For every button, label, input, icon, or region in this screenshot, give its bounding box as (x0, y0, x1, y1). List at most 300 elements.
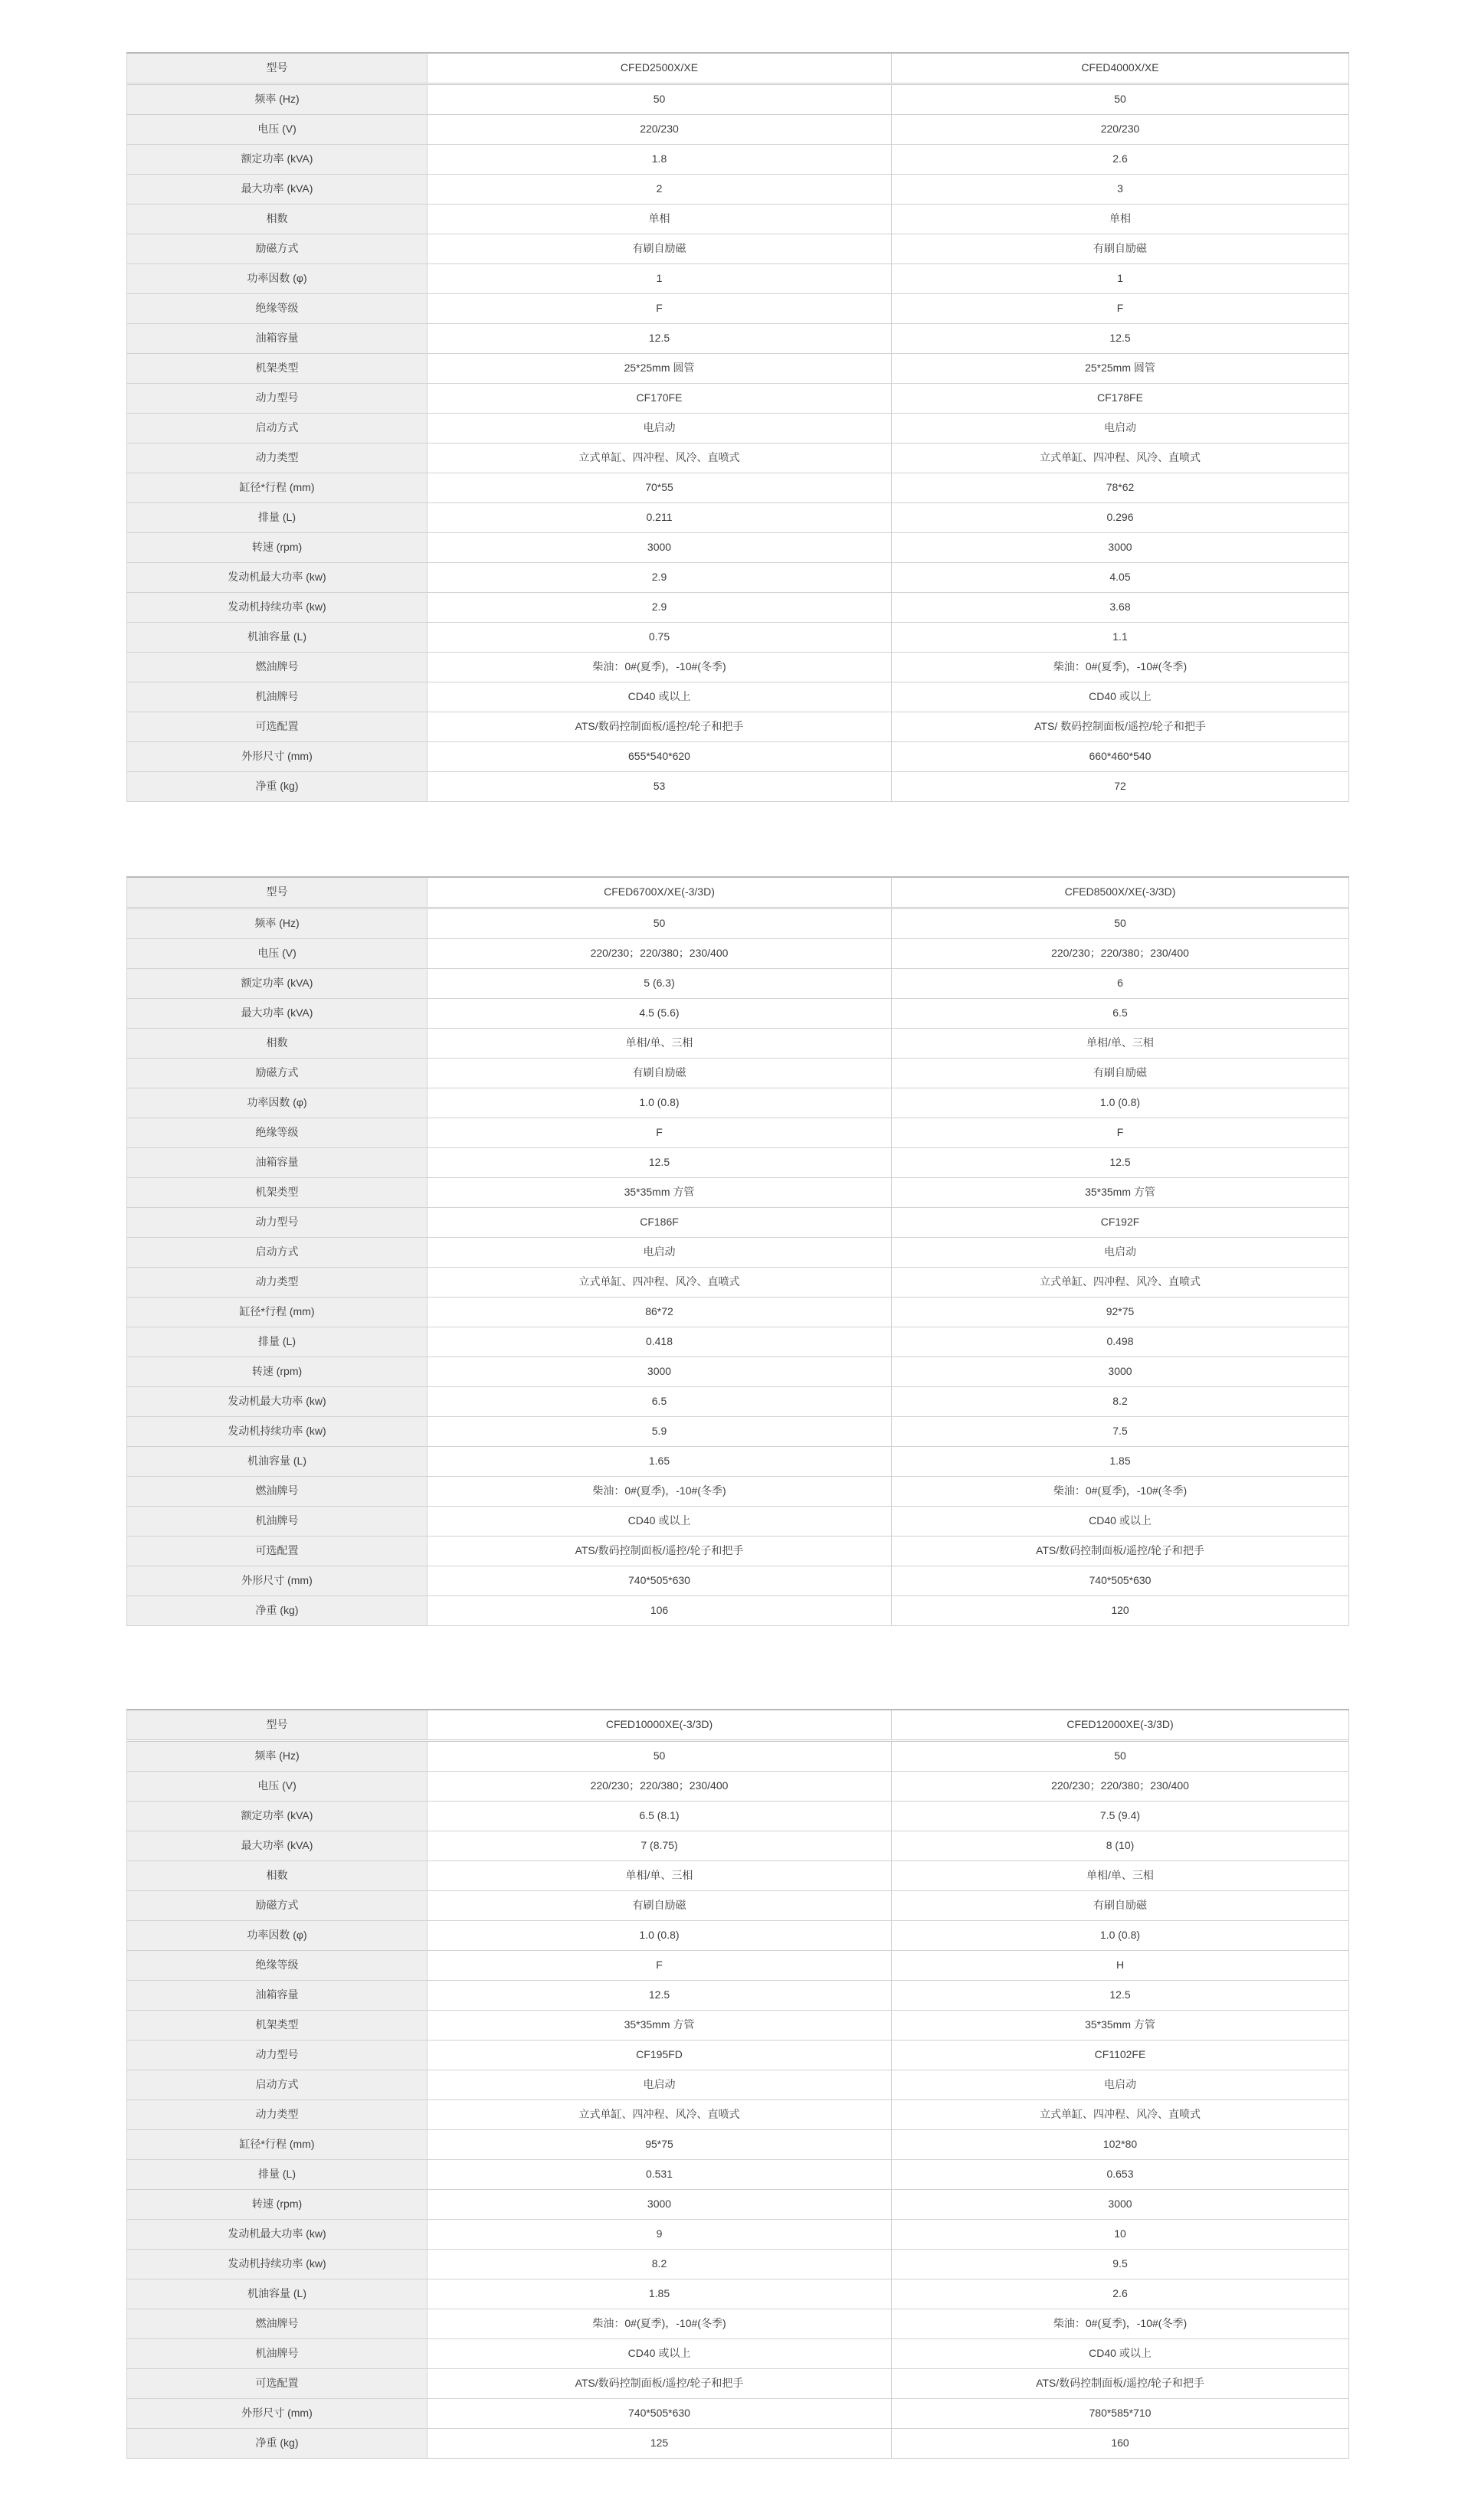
spec-value: 8.2 (428, 2250, 892, 2279)
tables-container (126, 52, 1348, 2459)
row-label: 最大功率 (kVA) (127, 999, 428, 1029)
row-label: 相数 (127, 205, 428, 234)
table-row (127, 623, 1349, 653)
spec-value: CD40 或以上 (892, 2339, 1349, 2369)
row-label: 型号 (127, 877, 428, 908)
spec-value: 12.5 (428, 1981, 892, 2011)
table-row (127, 999, 1349, 1029)
table-row (127, 1178, 1349, 1208)
row-label: 机油牌号 (127, 2339, 428, 2369)
spec-table (126, 876, 1349, 1626)
spec-value: 有刷自励磁 (892, 1059, 1349, 1088)
spec-value: 有刷自励磁 (892, 234, 1349, 264)
spec-value: 70*55 (428, 473, 892, 503)
spec-value: 单相/单、三相 (892, 1861, 1349, 1891)
spec-value: 1.85 (892, 1447, 1349, 1477)
row-label: 油箱容量 (127, 1148, 428, 1178)
table-row (127, 2399, 1349, 2429)
spec-value: 0.653 (892, 2160, 1349, 2190)
row-label: 启动方式 (127, 1238, 428, 1268)
table-row (127, 503, 1349, 533)
spec-value: CD40 或以上 (892, 1507, 1349, 1537)
spec-value: 2.6 (892, 145, 1349, 175)
row-label: 启动方式 (127, 2070, 428, 2100)
spec-value: CF192F (892, 1208, 1349, 1238)
row-label: 机油牌号 (127, 1507, 428, 1537)
spec-value: 53 (428, 772, 892, 802)
spec-value: ATS/数码控制面板/遥控/轮子和把手 (428, 2369, 892, 2399)
spec-value: 有刷自励磁 (428, 234, 892, 264)
spec-table (126, 52, 1349, 802)
spec-value: 25*25mm 圆管 (428, 354, 892, 384)
spec-value: CF178FE (892, 384, 1349, 414)
spec-value: 3000 (428, 533, 892, 563)
spec-value: 35*35mm 方管 (892, 2011, 1349, 2041)
spec-value: 0.498 (892, 1327, 1349, 1357)
table-row (127, 1537, 1349, 1566)
row-label: 频率 (Hz) (127, 84, 428, 115)
spec-value: 1.0 (0.8) (892, 1088, 1349, 1118)
row-label: 燃油牌号 (127, 653, 428, 682)
row-label: 绝缘等级 (127, 294, 428, 324)
table-row (127, 443, 1349, 473)
spec-value: 780*585*710 (892, 2399, 1349, 2429)
table-row (127, 473, 1349, 503)
table-row (127, 2309, 1349, 2339)
spec-value: 12.5 (428, 1148, 892, 1178)
spec-value: 50 (892, 1741, 1349, 1772)
spec-value: 220/230 (892, 115, 1349, 145)
table-row (127, 682, 1349, 712)
row-label: 电压 (V) (127, 939, 428, 969)
spec-value: F (892, 294, 1349, 324)
row-label: 机架类型 (127, 354, 428, 384)
table-row (127, 1477, 1349, 1507)
table-row (127, 1029, 1349, 1059)
spec-value: 5.9 (428, 1417, 892, 1447)
row-label: 油箱容量 (127, 324, 428, 354)
spec-value: 电启动 (428, 2070, 892, 2100)
spec-value: CF170FE (428, 384, 892, 414)
spec-value: 1.1 (892, 623, 1349, 653)
row-label: 功率因数 (φ) (127, 1921, 428, 1951)
spec-value: 单相/单、三相 (428, 1029, 892, 1059)
table-row (127, 1981, 1349, 2011)
spec-value: 1 (428, 264, 892, 294)
row-label: 动力类型 (127, 443, 428, 473)
table-row (127, 1268, 1349, 1298)
spec-value: 电启动 (892, 2070, 1349, 2100)
spec-value: 6.5 (428, 1387, 892, 1417)
spec-value: F (892, 1118, 1349, 1148)
table-row (127, 384, 1349, 414)
table-row (127, 593, 1349, 623)
row-label: 相数 (127, 1029, 428, 1059)
table-row (127, 2100, 1349, 2130)
row-label: 可选配置 (127, 1537, 428, 1566)
row-label: 电压 (V) (127, 115, 428, 145)
table-row (127, 1772, 1349, 1802)
spec-value: 0.211 (428, 503, 892, 533)
row-label: 外形尺寸 (mm) (127, 742, 428, 772)
spec-value: 立式单缸、四冲程、风冷、直喷式 (892, 2100, 1349, 2130)
spec-value: 9.5 (892, 2250, 1349, 2279)
spec-value: 有刷自励磁 (892, 1891, 1349, 1921)
table-row (127, 653, 1349, 682)
table-row (127, 1327, 1349, 1357)
row-label: 净重 (kg) (127, 772, 428, 802)
spec-value: 立式单缸、四冲程、风冷、直喷式 (428, 1268, 892, 1298)
row-label: 转速 (rpm) (127, 2190, 428, 2220)
table-row (127, 1148, 1349, 1178)
row-label: 动力型号 (127, 384, 428, 414)
row-label: 动力型号 (127, 2041, 428, 2070)
spec-value: 7 (8.75) (428, 1831, 892, 1861)
spec-value: 0.75 (428, 623, 892, 653)
spec-value: 6 (892, 969, 1349, 999)
spec-value: 电启动 (892, 1238, 1349, 1268)
spec-value: 160 (892, 2429, 1349, 2459)
spec-table (126, 1709, 1349, 2459)
spec-value: 柴油：0#(夏季)，-10#(冬季) (892, 1477, 1349, 1507)
spec-value: 1.0 (0.8) (428, 1921, 892, 1951)
spec-value: 12.5 (428, 324, 892, 354)
row-label: 绝缘等级 (127, 1951, 428, 1981)
spec-value: 5 (6.3) (428, 969, 892, 999)
row-label: 动力类型 (127, 1268, 428, 1298)
spec-value: 86*72 (428, 1298, 892, 1327)
spec-value: 3000 (892, 2190, 1349, 2220)
table-row (127, 1417, 1349, 1447)
row-label: 机油牌号 (127, 682, 428, 712)
spec-value: 单相 (892, 205, 1349, 234)
row-label: 最大功率 (kVA) (127, 1831, 428, 1861)
spec-value: 740*505*630 (428, 1566, 892, 1596)
spec-value: 6.5 (8.1) (428, 1802, 892, 1831)
table-header-row (127, 877, 1349, 908)
table-row (127, 1387, 1349, 1417)
table-row (127, 1566, 1349, 1596)
row-label: 机油容量 (L) (127, 623, 428, 653)
spec-value: 3.68 (892, 593, 1349, 623)
spec-value: 0.296 (892, 503, 1349, 533)
spec-value: 4.05 (892, 563, 1349, 593)
table-row (127, 264, 1349, 294)
spec-value: 0.418 (428, 1327, 892, 1357)
row-label: 外形尺寸 (mm) (127, 1566, 428, 1596)
table-row (127, 2011, 1349, 2041)
spec-value: ATS/ 数码控制面板/遥控/轮子和把手 (892, 712, 1349, 742)
spec-value: 立式单缸、四冲程、风冷、直喷式 (428, 2100, 892, 2130)
row-label: 机架类型 (127, 1178, 428, 1208)
spec-value: CF1102FE (892, 2041, 1349, 2070)
spec-value: ATS/数码控制面板/遥控/轮子和把手 (428, 712, 892, 742)
spec-value: 50 (428, 1741, 892, 1772)
row-label: 发动机最大功率 (kw) (127, 1387, 428, 1417)
spec-value: 35*35mm 方管 (428, 2011, 892, 2041)
spec-value: 8.2 (892, 1387, 1349, 1417)
table-row (127, 2250, 1349, 2279)
spec-value: 92*75 (892, 1298, 1349, 1327)
spec-value: 0.531 (428, 2160, 892, 2190)
spec-value: 660*460*540 (892, 742, 1349, 772)
spec-value: 柴油：0#(夏季)，-10#(冬季) (428, 2309, 892, 2339)
spec-value: ATS/数码控制面板/遥控/轮子和把手 (892, 1537, 1349, 1566)
row-label: 排量 (L) (127, 503, 428, 533)
spec-value: 6.5 (892, 999, 1349, 1029)
spec-value: 单相 (428, 205, 892, 234)
row-label: 励磁方式 (127, 234, 428, 264)
table-row (127, 1951, 1349, 1981)
table-row (127, 1059, 1349, 1088)
spec-value: 3000 (428, 1357, 892, 1387)
spec-value: 立式单缸、四冲程、风冷、直喷式 (892, 443, 1349, 473)
table-row (127, 324, 1349, 354)
spec-value: 8 (10) (892, 1831, 1349, 1861)
spec-value: 有刷自励磁 (428, 1891, 892, 1921)
table-row (127, 2041, 1349, 2070)
table-row (127, 2369, 1349, 2399)
spec-value: 10 (892, 2220, 1349, 2250)
spec-value: 3 (892, 175, 1349, 205)
spec-value: 1 (892, 264, 1349, 294)
row-label: 额定功率 (kVA) (127, 145, 428, 175)
table-row (127, 414, 1349, 443)
row-label: 动力型号 (127, 1208, 428, 1238)
spec-value: CD40 或以上 (428, 682, 892, 712)
row-label: 油箱容量 (127, 1981, 428, 2011)
row-label: 机油容量 (L) (127, 2279, 428, 2309)
spec-value: 1.8 (428, 145, 892, 175)
table-row (127, 1208, 1349, 1238)
table-row (127, 1447, 1349, 1477)
row-label: 外形尺寸 (mm) (127, 2399, 428, 2429)
spec-value: 单相/单、三相 (428, 1861, 892, 1891)
model-name: CFED10000XE(-3/3D) (428, 1710, 892, 1741)
spec-value: CD40 或以上 (428, 1507, 892, 1537)
spec-value: 50 (428, 84, 892, 115)
table-row (127, 2070, 1349, 2100)
spec-value: 220/230；220/380；230/400 (892, 1772, 1349, 1802)
table-row (127, 354, 1349, 384)
row-label: 机油容量 (L) (127, 1447, 428, 1477)
row-label: 励磁方式 (127, 1891, 428, 1921)
row-label: 转速 (rpm) (127, 1357, 428, 1387)
spec-value: H (892, 1951, 1349, 1981)
table-row (127, 2339, 1349, 2369)
spec-value: 106 (428, 1596, 892, 1626)
row-label: 功率因数 (φ) (127, 264, 428, 294)
spec-value: 220/230；220/380；230/400 (428, 939, 892, 969)
spec-value: F (428, 1951, 892, 1981)
table-row (127, 175, 1349, 205)
spec-value: 740*505*630 (428, 2399, 892, 2429)
row-label: 最大功率 (kVA) (127, 175, 428, 205)
spec-value: 电启动 (428, 1238, 892, 1268)
spec-value: 125 (428, 2429, 892, 2459)
table-row (127, 1298, 1349, 1327)
table-row (127, 772, 1349, 802)
table-row (127, 563, 1349, 593)
spec-value: 柴油：0#(夏季)，-10#(冬季) (428, 1477, 892, 1507)
table-row (127, 84, 1349, 115)
row-label: 频率 (Hz) (127, 1741, 428, 1772)
table-row (127, 1596, 1349, 1626)
table-row (127, 908, 1349, 939)
spec-value: 电启动 (428, 414, 892, 443)
row-label: 型号 (127, 1710, 428, 1741)
row-label: 相数 (127, 1861, 428, 1891)
row-label: 排量 (L) (127, 1327, 428, 1357)
spec-value: 102*80 (892, 2130, 1349, 2160)
table-row (127, 1357, 1349, 1387)
spec-value: 2.9 (428, 593, 892, 623)
spec-value: 2.6 (892, 2279, 1349, 2309)
row-label: 功率因数 (φ) (127, 1088, 428, 1118)
spec-value: 3000 (428, 2190, 892, 2220)
row-label: 发动机持续功率 (kw) (127, 2250, 428, 2279)
spec-value: 220/230；220/380；230/400 (892, 939, 1349, 969)
row-label: 可选配置 (127, 712, 428, 742)
model-name: CFED12000XE(-3/3D) (892, 1710, 1349, 1741)
spec-value: 9 (428, 2220, 892, 2250)
table-row (127, 742, 1349, 772)
table-row (127, 2130, 1349, 2160)
table-row (127, 2279, 1349, 2309)
row-label: 发动机最大功率 (kw) (127, 563, 428, 593)
spec-value: 12.5 (892, 324, 1349, 354)
row-label: 燃油牌号 (127, 2309, 428, 2339)
spec-value: 电启动 (892, 414, 1349, 443)
spec-value: ATS/数码控制面板/遥控/轮子和把手 (428, 1537, 892, 1566)
spec-value: 2.9 (428, 563, 892, 593)
table-row (127, 115, 1349, 145)
spec-value: 35*35mm 方管 (892, 1178, 1349, 1208)
table-row (127, 2160, 1349, 2190)
row-label: 动力类型 (127, 2100, 428, 2130)
row-label: 频率 (Hz) (127, 908, 428, 939)
spec-value: 立式单缸、四冲程、风冷、直喷式 (428, 443, 892, 473)
spec-value: 2 (428, 175, 892, 205)
spec-value: 有刷自励磁 (428, 1059, 892, 1088)
row-label: 缸径*行程 (mm) (127, 473, 428, 503)
row-label: 发动机持续功率 (kw) (127, 593, 428, 623)
row-label: 绝缘等级 (127, 1118, 428, 1148)
table-row (127, 969, 1349, 999)
table-row (127, 1802, 1349, 1831)
row-label: 机架类型 (127, 2011, 428, 2041)
table-row (127, 205, 1349, 234)
spec-value: 50 (892, 84, 1349, 115)
row-label: 转速 (rpm) (127, 533, 428, 563)
spec-value: 50 (428, 908, 892, 939)
row-label: 发动机最大功率 (kw) (127, 2220, 428, 2250)
table-row (127, 294, 1349, 324)
spec-value: 220/230 (428, 115, 892, 145)
table-row (127, 1921, 1349, 1951)
row-label: 排量 (L) (127, 2160, 428, 2190)
spec-value: 1.0 (0.8) (428, 1088, 892, 1118)
table-row (127, 1118, 1349, 1148)
row-label: 额定功率 (kVA) (127, 969, 428, 999)
table-row (127, 2220, 1349, 2250)
spec-value: 单相/单、三相 (892, 1029, 1349, 1059)
spec-value: 50 (892, 908, 1349, 939)
row-label: 净重 (kg) (127, 2429, 428, 2459)
model-name: CFED4000X/XE (892, 53, 1349, 84)
spec-value: 12.5 (892, 1981, 1349, 2011)
row-label: 燃油牌号 (127, 1477, 428, 1507)
model-name: CFED8500X/XE(-3/3D) (892, 877, 1349, 908)
spec-value: CF195FD (428, 2041, 892, 2070)
row-label: 励磁方式 (127, 1059, 428, 1088)
row-label: 启动方式 (127, 414, 428, 443)
row-label: 额定功率 (kVA) (127, 1802, 428, 1831)
table-row (127, 1088, 1349, 1118)
table-row (127, 1507, 1349, 1537)
spec-value: 7.5 (892, 1417, 1349, 1447)
table-row (127, 234, 1349, 264)
table-row (127, 1861, 1349, 1891)
spec-value: CD40 或以上 (892, 682, 1349, 712)
spec-value: 1.65 (428, 1447, 892, 1477)
table-row (127, 2190, 1349, 2220)
spec-value: 35*35mm 方管 (428, 1178, 892, 1208)
spec-value: F (428, 294, 892, 324)
spec-value: CF186F (428, 1208, 892, 1238)
spec-value: 柴油：0#(夏季)，-10#(冬季) (428, 653, 892, 682)
table-row (127, 1891, 1349, 1921)
row-label: 发动机持续功率 (kw) (127, 1417, 428, 1447)
spec-value: 120 (892, 1596, 1349, 1626)
spec-value: 4.5 (5.6) (428, 999, 892, 1029)
table-row (127, 1741, 1349, 1772)
spec-value: CD40 或以上 (428, 2339, 892, 2369)
spec-value: 72 (892, 772, 1349, 802)
spec-value: 立式单缸、四冲程、风冷、直喷式 (892, 1268, 1349, 1298)
row-label: 电压 (V) (127, 1772, 428, 1802)
spec-value: F (428, 1118, 892, 1148)
spec-value: 95*75 (428, 2130, 892, 2160)
spec-value: 3000 (892, 1357, 1349, 1387)
spec-value: 25*25mm 圆管 (892, 354, 1349, 384)
spec-value: 12.5 (892, 1148, 1349, 1178)
table-row (127, 939, 1349, 969)
table-row (127, 1238, 1349, 1268)
table-header-row (127, 53, 1349, 84)
spec-value: ATS/数码控制面板/遥控/轮子和把手 (892, 2369, 1349, 2399)
spec-value: 78*62 (892, 473, 1349, 503)
row-label: 缸径*行程 (mm) (127, 2130, 428, 2160)
table-header-row (127, 1710, 1349, 1741)
spec-value: 1.85 (428, 2279, 892, 2309)
table-row (127, 2429, 1349, 2459)
spec-value: 3000 (892, 533, 1349, 563)
spec-value: 740*505*630 (892, 1566, 1349, 1596)
row-label: 缸径*行程 (mm) (127, 1298, 428, 1327)
row-label: 型号 (127, 53, 428, 84)
table-row (127, 1831, 1349, 1861)
row-label: 净重 (kg) (127, 1596, 428, 1626)
model-name: CFED6700X/XE(-3/3D) (428, 877, 892, 908)
table-row (127, 712, 1349, 742)
row-label: 可选配置 (127, 2369, 428, 2399)
model-name: CFED2500X/XE (428, 53, 892, 84)
spec-value: 7.5 (9.4) (892, 1802, 1349, 1831)
spec-value: 柴油：0#(夏季)，-10#(冬季) (892, 653, 1349, 682)
spec-value: 655*540*620 (428, 742, 892, 772)
spec-value: 220/230；220/380；230/400 (428, 1772, 892, 1802)
